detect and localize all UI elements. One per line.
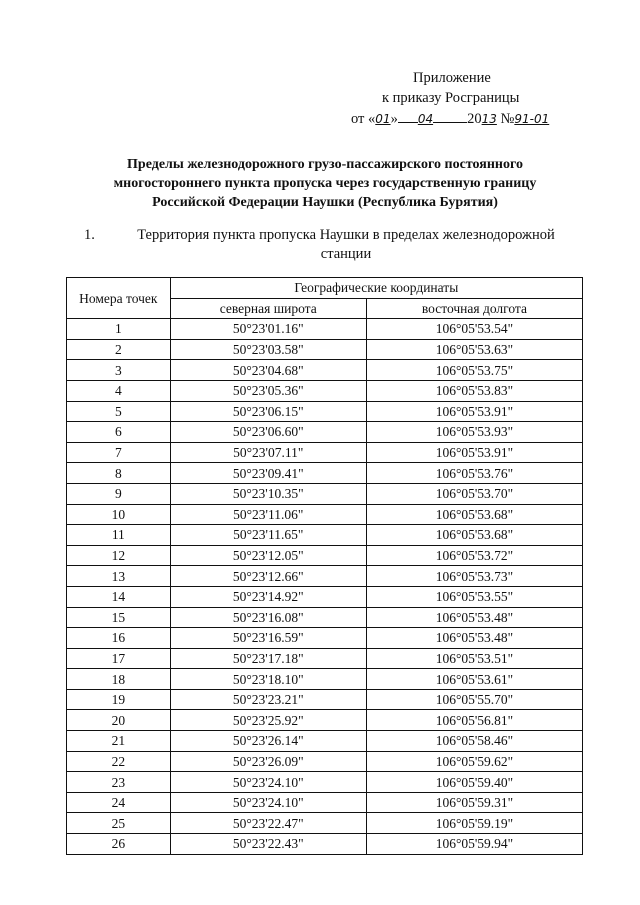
header-longitude: восточная долгота	[366, 298, 582, 319]
table-row	[67, 669, 583, 690]
table-row	[67, 648, 583, 669]
cell-longitude: 106°05'55.70"	[366, 689, 582, 710]
cell-point-number: 20	[67, 710, 171, 731]
table-row	[67, 813, 583, 834]
cell-point-number: 13	[67, 566, 171, 587]
table-row	[67, 689, 583, 710]
cell-longitude: 106°05'53.76"	[366, 463, 582, 484]
cell-longitude: 106°05'53.75"	[366, 360, 582, 381]
table-row	[67, 380, 583, 401]
table-row	[67, 751, 583, 772]
cell-point-number: 21	[67, 731, 171, 752]
title-line: Пределы железнодорожного грузо-пассажирского постоянного	[127, 157, 523, 172]
table-row	[67, 360, 583, 381]
blank-line	[398, 108, 418, 123]
cell-latitude: 50°23'11.06"	[170, 504, 366, 525]
cell-latitude: 50°23'14.92"	[170, 586, 366, 607]
coordinates-table	[66, 277, 583, 855]
cell-latitude: 50°23'06.15"	[170, 401, 366, 422]
table-row	[67, 834, 583, 855]
cell-point-number: 10	[67, 504, 171, 525]
cell-longitude: 106°05'53.91"	[366, 401, 582, 422]
cell-longitude: 106°05'56.81"	[366, 710, 582, 731]
table-row	[67, 792, 583, 813]
table-row	[67, 731, 583, 752]
cell-point-number: 4	[67, 380, 171, 401]
table-row	[67, 710, 583, 731]
title-line: многостороннего пункта пропуска через государственную границу	[113, 176, 537, 191]
cell-latitude: 50°23'24.10"	[170, 792, 366, 813]
cell-longitude: 106°05'59.31"	[366, 792, 582, 813]
table-row	[67, 422, 583, 443]
cell-point-number: 3	[67, 360, 171, 381]
cell-latitude: 50°23'04.68"	[170, 360, 366, 381]
cell-latitude: 50°23'07.11"	[170, 442, 366, 463]
table-row	[67, 339, 583, 360]
cell-longitude: 106°05'53.61"	[366, 669, 582, 690]
cell-longitude: 106°05'53.72"	[366, 545, 582, 566]
header-geo: Географические координаты	[170, 278, 582, 299]
cell-longitude: 106°05'53.68"	[366, 525, 582, 546]
cell-latitude: 50°23'16.59"	[170, 628, 366, 649]
cell-longitude: 106°05'53.55"	[366, 586, 582, 607]
cell-point-number: 16	[67, 628, 171, 649]
order-date-number	[351, 108, 549, 129]
blank-line	[433, 108, 467, 123]
cell-point-number: 5	[67, 401, 171, 422]
cell-latitude: 50°23'16.08"	[170, 607, 366, 628]
cell-latitude: 50°23'26.14"	[170, 731, 366, 752]
cell-latitude: 50°23'10.35"	[170, 483, 366, 504]
cell-latitude: 50°23'26.09"	[170, 751, 366, 772]
cell-point-number: 23	[67, 772, 171, 793]
table-row	[67, 566, 583, 587]
header-latitude: северная широта	[170, 298, 366, 319]
cell-point-number: 18	[67, 669, 171, 690]
table-row	[67, 545, 583, 566]
cell-point-number: 6	[67, 422, 171, 443]
cell-longitude: 106°05'59.62"	[366, 751, 582, 772]
cell-latitude: 50°23'01.16"	[170, 319, 366, 340]
order-number: 91-01	[514, 112, 550, 126]
cell-longitude: 106°05'53.48"	[366, 628, 582, 649]
appendix-label: Приложение	[413, 70, 491, 86]
header-points: Номера точек	[67, 278, 171, 319]
cell-latitude: 50°23'09.41"	[170, 463, 366, 484]
order-reference: к приказу Росграницы	[382, 90, 520, 106]
cell-longitude: 106°05'53.93"	[366, 422, 582, 443]
date-mid: »	[390, 111, 398, 127]
cell-latitude: 50°23'06.60"	[170, 422, 366, 443]
cell-latitude: 50°23'17.18"	[170, 648, 366, 669]
date-month: 04	[417, 112, 434, 126]
cell-longitude: 106°05'53.63"	[366, 339, 582, 360]
cell-point-number: 15	[67, 607, 171, 628]
cell-point-number: 7	[67, 442, 171, 463]
cell-latitude: 50°23'25.92"	[170, 710, 366, 731]
cell-longitude: 106°05'53.83"	[366, 380, 582, 401]
date-day: 01	[375, 112, 391, 126]
number-prefix: №	[500, 111, 515, 127]
cell-latitude: 50°23'23.21"	[170, 689, 366, 710]
cell-longitude: 106°05'59.40"	[366, 772, 582, 793]
table-row	[67, 442, 583, 463]
cell-point-number: 12	[67, 545, 171, 566]
cell-point-number: 24	[67, 792, 171, 813]
table-row	[67, 525, 583, 546]
cell-point-number: 25	[67, 813, 171, 834]
section-number: 1.	[84, 227, 95, 243]
cell-longitude: 106°05'53.48"	[366, 607, 582, 628]
cell-longitude: 106°05'53.73"	[366, 566, 582, 587]
cell-latitude: 50°23'12.05"	[170, 545, 366, 566]
cell-point-number: 19	[67, 689, 171, 710]
cell-point-number: 14	[67, 586, 171, 607]
cell-longitude: 106°05'58.46"	[366, 731, 582, 752]
cell-latitude: 50°23'22.43"	[170, 834, 366, 855]
cell-point-number: 8	[67, 463, 171, 484]
cell-longitude: 106°05'53.54"	[366, 319, 582, 340]
cell-latitude: 50°23'12.66"	[170, 566, 366, 587]
cell-point-number: 11	[67, 525, 171, 546]
cell-longitude: 106°05'59.94"	[366, 834, 582, 855]
table-row	[67, 504, 583, 525]
cell-latitude: 50°23'05.36"	[170, 380, 366, 401]
date-prefix: от «	[351, 111, 376, 127]
cell-longitude: 106°05'53.91"	[366, 442, 582, 463]
cell-point-number: 17	[67, 648, 171, 669]
cell-point-number: 2	[67, 339, 171, 360]
table-row	[67, 607, 583, 628]
cell-point-number: 1	[67, 319, 171, 340]
table-row	[67, 586, 583, 607]
document-title	[60, 155, 590, 212]
title-line: Российской Федерации Наушки (Республика Бурятия)	[152, 195, 498, 210]
table-row	[67, 319, 583, 340]
table-row	[67, 483, 583, 504]
section-text: Территория пункта пропуска Наушки в пределах железнодорожной станции	[137, 227, 555, 262]
cell-latitude: 50°23'22.47"	[170, 813, 366, 834]
cell-longitude: 106°05'53.51"	[366, 648, 582, 669]
cell-latitude: 50°23'03.58"	[170, 339, 366, 360]
cell-longitude: 106°05'53.70"	[366, 483, 582, 504]
cell-longitude: 106°05'59.19"	[366, 813, 582, 834]
table-row	[67, 628, 583, 649]
cell-latitude: 50°23'24.10"	[170, 772, 366, 793]
table-row	[67, 463, 583, 484]
cell-latitude: 50°23'11.65"	[170, 525, 366, 546]
cell-latitude: 50°23'18.10"	[170, 669, 366, 690]
table-row	[67, 772, 583, 793]
table-row	[67, 401, 583, 422]
cell-point-number: 22	[67, 751, 171, 772]
date-year: 13	[481, 112, 497, 126]
cell-point-number: 9	[67, 483, 171, 504]
cell-point-number: 26	[67, 834, 171, 855]
cell-longitude: 106°05'53.68"	[366, 504, 582, 525]
year-prefix: 20	[467, 111, 482, 127]
